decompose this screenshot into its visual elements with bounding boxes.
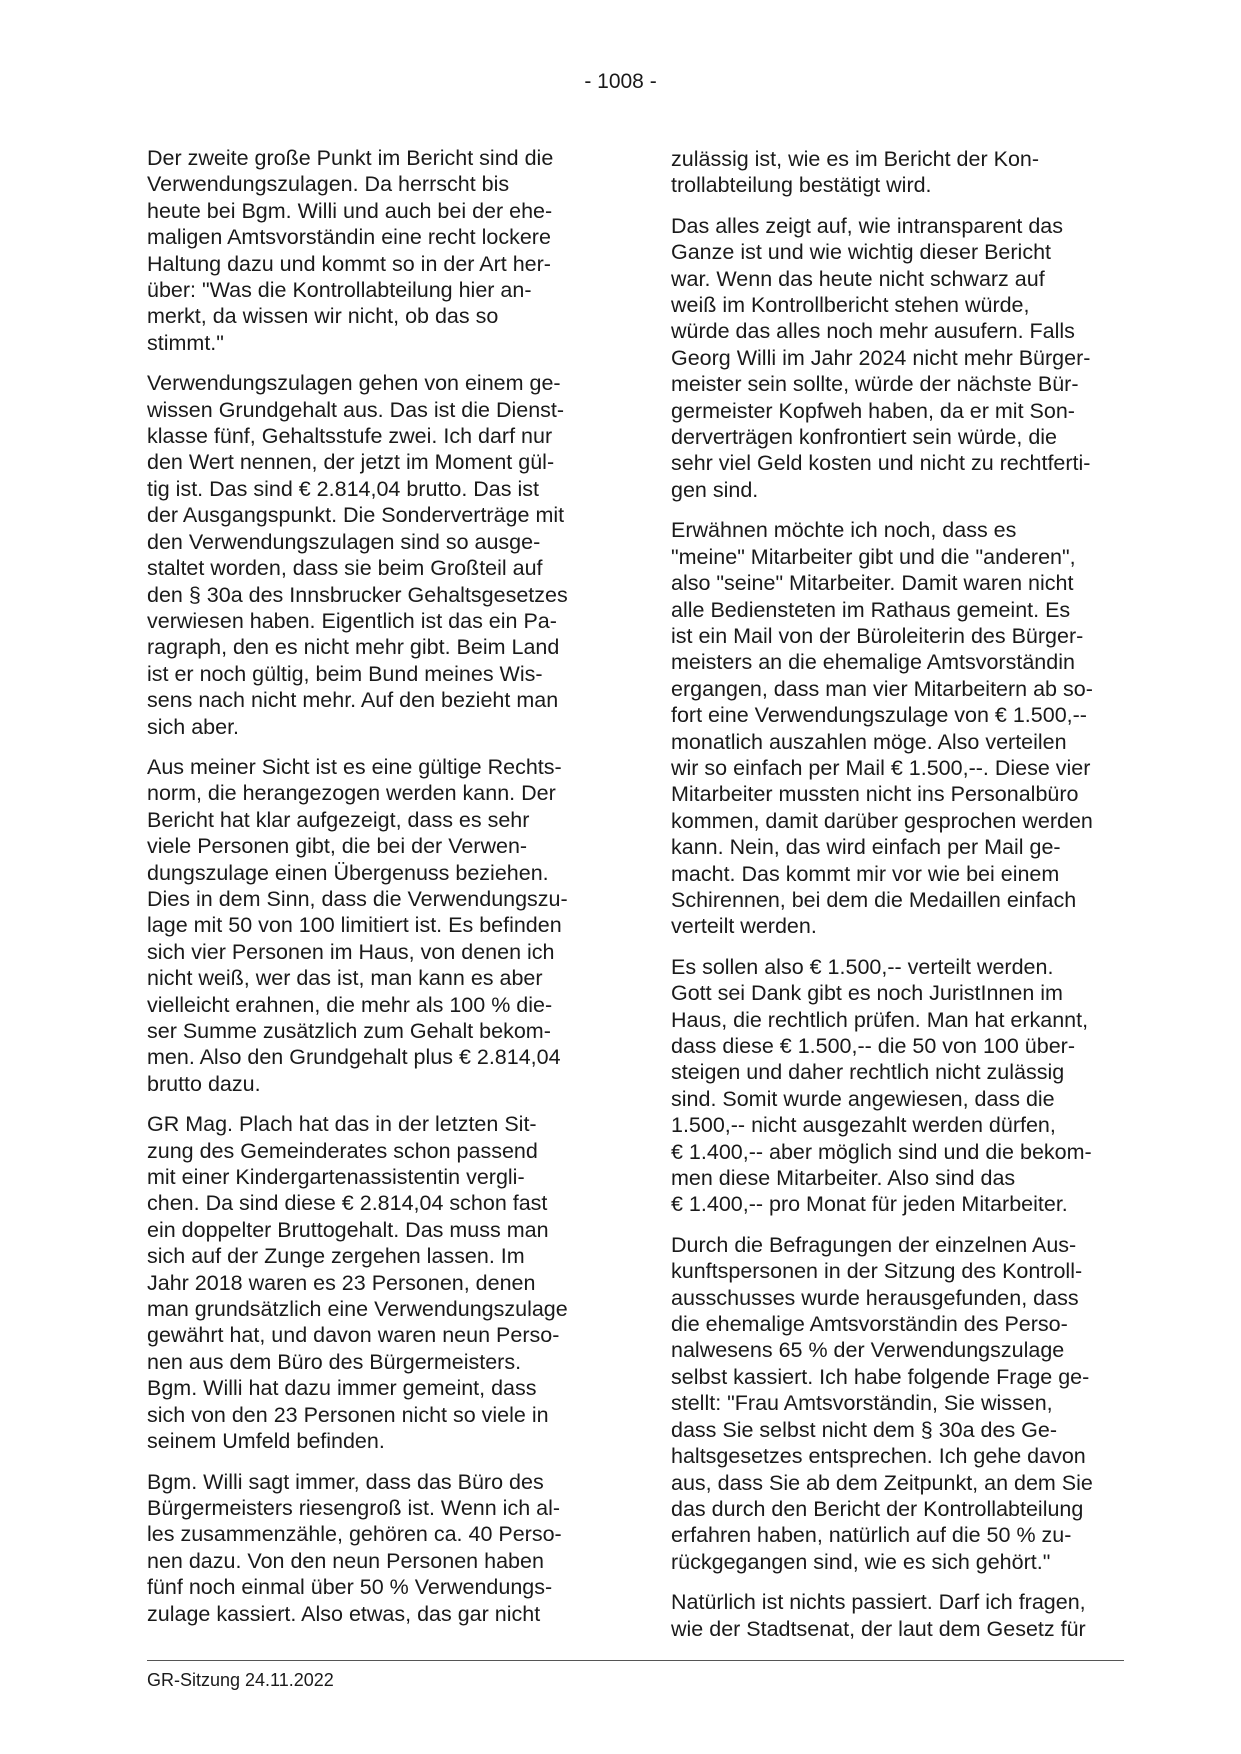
paragraph: Der zweite große Punkt im Bericht sind die Verwendungszulagen. Da herrscht bis heute bei Bgm. Willi und auch bei der ehe- maligen Amtsvorständin eine recht lockere Haltung dazu und kommt so in der Art her- über: "Was die Kontrollabteilung hier an- merkt, da wissen wir nicht, ob das so stimmt." [147,146,554,355]
left-column [147,145,597,1641]
footer-divider [147,1660,1124,1661]
footer-session-date: GR-Sitzung 24.11.2022 [147,1670,334,1690]
paragraph: Natürlich ist nichts passiert. Darf ich fragen, wie der Stadtsenat, der laut dem Gesetz für [671,1590,1086,1641]
paragraph: Das alles zeigt auf, wie intransparent das Ganze ist und wie wichtig dieser Bericht war. Wenn das heute nicht schwarz auf weiß im Kontrollbericht stehen würde, würde das alles noch mehr ausufern. Falls Georg Willi im Jahr 2024 nicht mehr Bürger- meister sein sollte, würde der nächste Bür- germeister Kopfweh haben, da er mit Son- derverträgen konfrontiert sein würde, die sehr viel Geld kosten und nicht zu rechtferti- gen sind. [671,213,1091,502]
paragraph: Aus meiner Sicht ist es eine gültige Rechts- norm, die herangezogen werden kann. Der Bericht hat klar aufgezeigt, dass es sehr viele Personen gibt, die bei der Verwen- dungszulage einen Übergenuss beziehen. Dies in dem Sinn, dass die Verwendungszu- lage mit 50 von 100 limitiert ist. Es befinden sich vier Personen im Haus, von denen ich nicht weiß, wer das ist, man kann es aber vielleicht erahnen, die mehr als 100 % die- ser Summe zusätzlich zum Gehalt bekom- men. Also den Grundgehalt plus € 2.814,04 brutto dazu. [147,754,568,1096]
page-number: - 1008 - [584,70,657,93]
paragraph: GR Mag. Plach hat das in der letzten Sit- zung des Gemeinderates schon passend mit einer Kindergartenassistentin vergli- chen. Da sind diese € 2.814,04 schon fast ein doppelter Bruttogehalt. Das muss man sich auf der Zunge zergehen lassen. Im Jahr 2018 waren es 23 Personen, denen man grundsätzlich eine Verwendungszulage gewährt hat, und davon waren neun Perso- nen aus dem Büro des Bürgermeisters. Bgm. Willi hat dazu immer gemeint, dass sich von den 23 Personen nicht so viele in seinem Umfeld befinden. [147,1112,568,1454]
right-column [671,146,1121,1656]
paragraph: Bgm. Willi sagt immer, dass das Büro des Bürgermeisters riesengroß ist. Wenn ich al- les zusammenzähle, gehören ca. 40 Perso- nen dazu. Von den neun Personen haben fünf noch einmal über 50 % Verwendungs- zulage kassiert. Also etwas, das gar nicht [147,1469,562,1626]
paragraph: zulässig ist, wie es im Bericht der Kon- trollabteilung bestätigt wird. [671,147,1040,198]
paragraph: Verwendungszulagen gehen von einem ge- wissen Grundgehalt aus. Das ist die Dienst- klasse fünf, Gehaltsstufe zwei. Ich darf nur den Wert nennen, der jetzt im Moment gül- tig ist. Das sind € 2.814,04 brutto. Das ist der Ausgangspunkt. Die Sonderverträge mit den Verwendungszulagen sind so ausge- staltet worden, dass sie beim Großteil auf den § 30a des Innsbrucker Gehaltsgesetzes verwiesen haben. Eigentlich ist das ein Pa- ragraph, den es nicht mehr gibt. Beim Land ist er noch gültig, beim Bund meines Wis- sens nach nicht mehr. Auf den bezieht man sich aber. [147,371,568,739]
paragraph: Erwähnen möchte ich noch, dass es "meine" Mitarbeiter gibt und die "anderen", also "seine" Mitarbeiter. Damit waren nicht alle Bediensteten im Rathaus gemeint. Es ist ein Mail von der Büroleiterin des Bürger- meisters an die ehemalige Amtsvorständin ergangen, dass man vier Mitarbeitern ab so- fort eine Verwendungszulage von € 1.500,-- monatlich auszahlen möge. Also verteilen wir so einfach per Mail € 1.500,--. Diese vier Mitarbeiter mussten nicht ins Personalbüro kommen, damit darüber gesprochen werden kann. Nein, das wird einfach per Mail ge- macht. Das kommt mir vor wie bei einem Schirennen, bei dem die Medaillen einfach verteilt werden. [671,518,1093,939]
paragraph: Es sollen also € 1.500,-- verteilt werden. Gott sei Dank gibt es noch JuristInnen im Haus, die rechtlich prüfen. Man hat erkannt, dass diese € 1.500,-- die 50 von 100 über- steigen und daher rechtlich nicht zulässig sind. Somit wurde angewiesen, dass die 1.500,-- nicht ausgezahlt werden dürfen, € 1.400,-- aber möglich sind und die bekom- men diese Mitarbeiter. Also sind das € 1.400,-- pro Monat für jeden Mitarbeiter. [671,954,1092,1217]
paragraph: Durch die Befragungen der einzelnen Aus- kunftspersonen in der Sitzung des Kontroll- ausschusses wurde herausgefunden, dass die ehemalige Amtsvorständin des Perso- nalwesens 65 % der Verwendungszulage selbst kassiert. Ich habe folgende Frage ge- stellt: "Frau Amtsvorständin, Sie wissen, dass Sie selbst nicht dem § 30a des Ge- haltsgesetzes entsprechen. Ich gehe davon aus, dass Sie ab dem Zeitpunkt, an dem Sie das durch den Bericht der Kontrollabteilung erfahren haben, natürlich auf die 50 % zu- rückgegangen sind, wie es sich gehört." [671,1232,1093,1574]
